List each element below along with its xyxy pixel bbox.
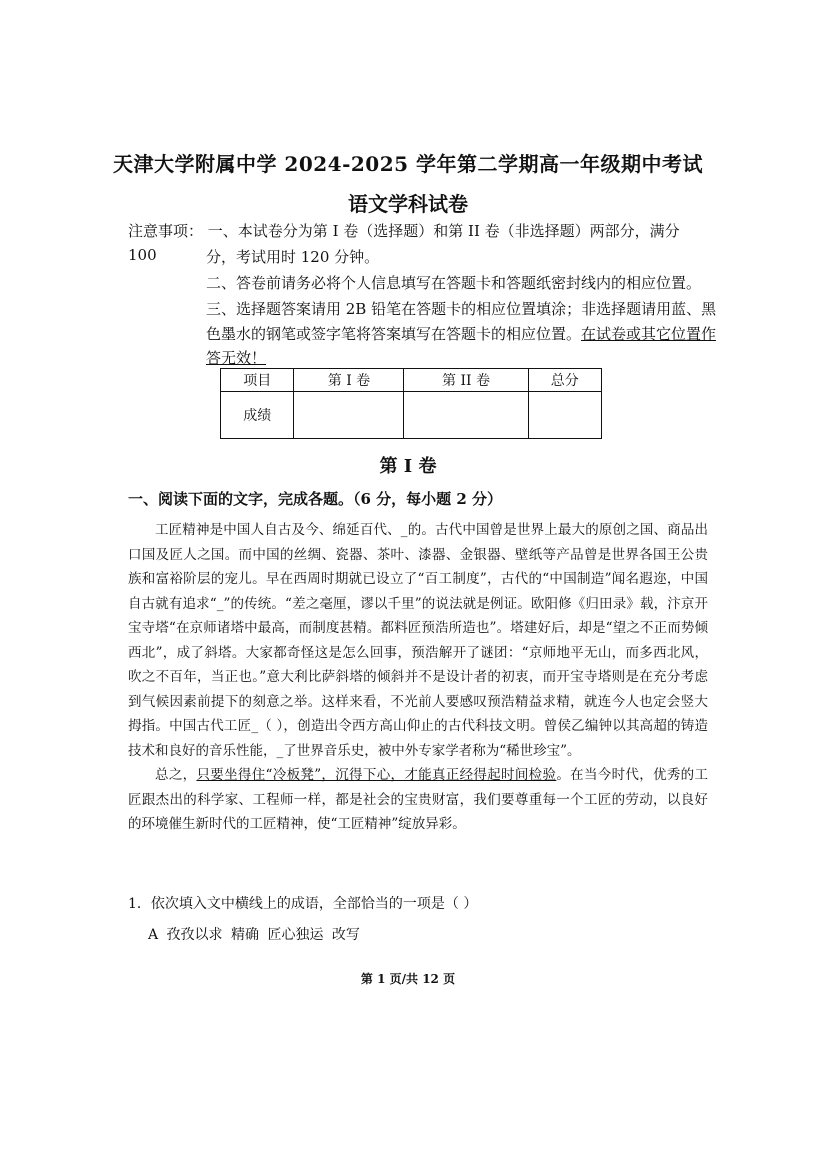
score-table-header-row: [221, 369, 602, 392]
notice-item-3b-plain: 色墨水的钢笔或签字笔将答案填写在答题卡的相应位置。: [206, 325, 582, 343]
notice-line-4: [128, 297, 786, 321]
score-cell-vol2: [404, 392, 528, 439]
exam-title: 天津大学附属中学 2024-2025 学年第二学期高一年级期中考试: [112, 152, 704, 176]
notice-item-3b-underlined: 在试卷或其它位置作: [581, 325, 717, 343]
notice-item-2: 二、答卷前请务必将个人信息填写在答题卡和答题纸密封线内的相应位置。: [206, 274, 702, 292]
section-1-heading: 一、阅读下面的文字，完成各题。（6 分，每小题 2 分）: [128, 490, 503, 508]
volume-title: 第 I 卷: [379, 456, 437, 477]
score-header-item: 项目: [221, 369, 294, 392]
passage-paragraph-2: [128, 763, 708, 837]
notice-item-3a: 三、选择题答案请用 2B 铅笔在答题卡的相应位置填涂；非选择题请用蓝、黑: [206, 300, 717, 318]
score-cell-vol1: [294, 392, 404, 439]
question-1-option-a: A 孜孜以求 精确 匠心独运 改写: [148, 927, 360, 943]
score-cell-total: [528, 392, 601, 439]
score-header-total: 总分: [528, 369, 601, 392]
notice-line-6: [128, 346, 786, 370]
passage-paragraph-1: 工匠精神是中国人自古及今、绵延百代、_的。古代中国曾是世界上最大的原创之国、商品出口国及匠人之国。而中国的丝绸、瓷器、茶叶、漆器、金银器、壁纸等产品曾是世界各国王公贵族和富裕阶层的宠儿。早在西周时期就已设立了“百工制度”，古代的“中国制造”闻名遐迩，中国自古就有追求“_”的传统。“差之毫厘，谬以千里”的说法就是例证。欧阳修《归田录》载，汴京开宝寺塔“在京师诸塔中最高，而制度甚精。都料匠预浩所造也”。塔建好后，却是“望之不正而势倾西北”，成了斜塔。大家都奇怪这是怎么回事，预浩解开了谜团：“京师地平无山，而多西北风，吹之不百年，当正也。”意大利比萨斜塔的倾斜并不是设计者的初衷，而开宝寺塔则是在充分考虑到气候因素前提下的刻意之举。这样来看，不光前人要感叹预浩精益求精，就连今人也定会竖大拇指。中国古代工匠_（ ），创造出令西方高山仰止的古代科技文明。曾侯乙编钟以其高超的铸造技术和良好的音乐性能，_了世界音乐史，被中外专家学者称为“稀世珍宝”。: [128, 522, 708, 759]
notice-line-3: [128, 271, 786, 295]
score-table: [220, 368, 602, 439]
question-1-stem: 1．依次填入文中横线上的成语，全部恰当的一项是（ ）: [128, 896, 478, 912]
score-header-vol2: 第 II 卷: [404, 369, 528, 392]
score-header-vol1: 第 I 卷: [294, 369, 404, 392]
passage-para2-start: 总之，: [155, 767, 197, 783]
notice-item-3c-underlined: 答无效！: [206, 349, 267, 367]
exam-subtitle: 语文学科试卷: [348, 192, 468, 216]
score-table-score-row: [221, 392, 602, 439]
notice-line-2: [128, 245, 786, 269]
notice-item-1b: 分，考试用时 120 分钟。: [206, 248, 380, 266]
page-footer: 第 1 页/共 12 页: [360, 972, 456, 986]
notice-label: 注意事项：: [128, 222, 204, 240]
passage-para2-end: 。在当今时代，优秀的工匠跟杰出的科学家、工程师一样，都是社会的宝贵财富，我们要尊重每一个工匠的劳动，以良好的环境催生新时代的工匠精神，使“工匠精神”绽放异彩。: [128, 767, 708, 832]
score-row-label: 成绩: [221, 392, 294, 439]
notice-item-1a: 一、本试卷分为第 I 卷（选择题）和第 II 卷（非选择题）两部分，满分 100: [128, 222, 680, 264]
reading-passage: [128, 518, 708, 837]
notice-line-5: [128, 322, 786, 346]
passage-para2-underlined: 只要坐得住“冷板凳”，沉得下心，才能真正经得起时间检验: [196, 767, 557, 783]
